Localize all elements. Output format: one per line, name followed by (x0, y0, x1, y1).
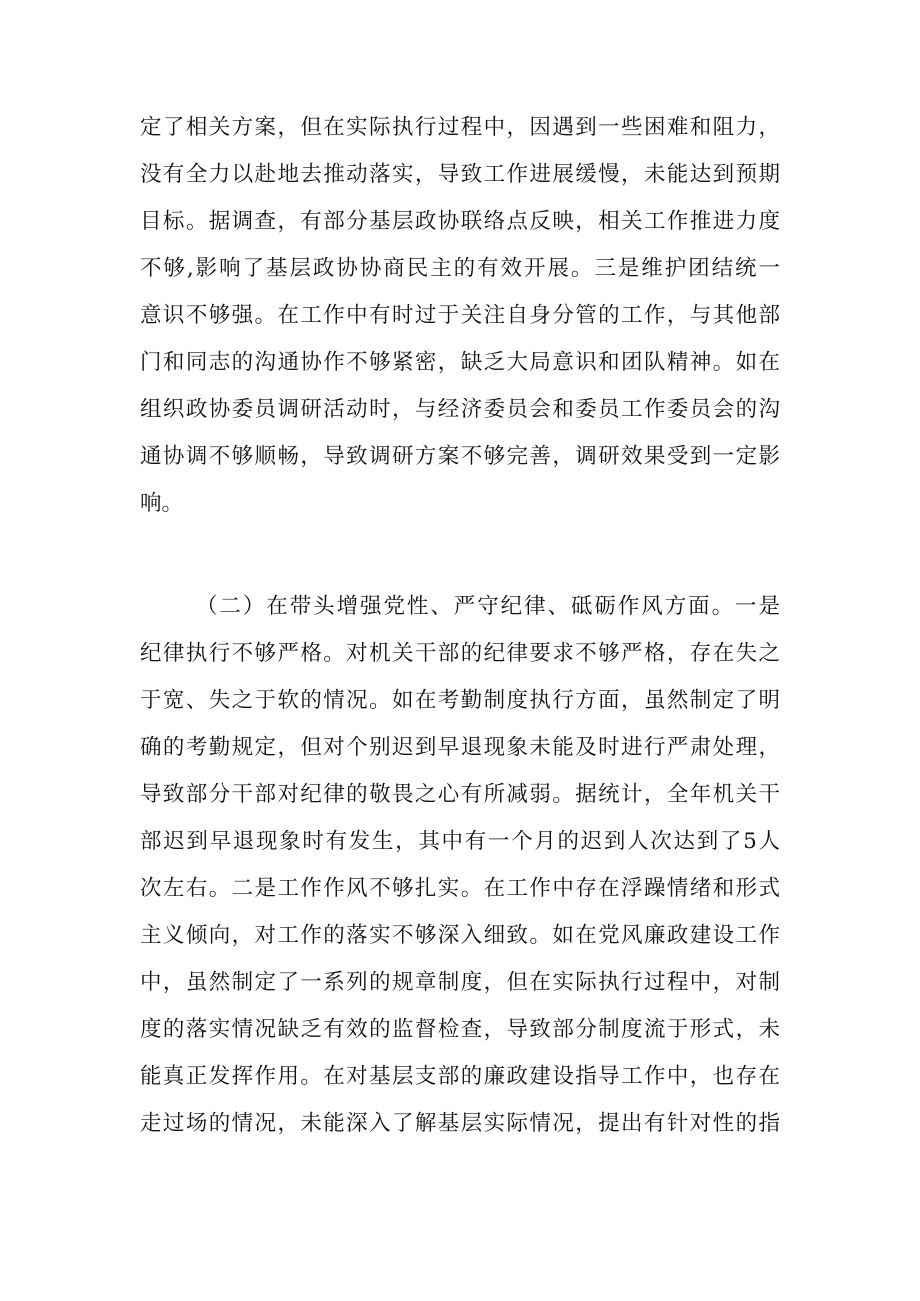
paragraph-line: 门和同志的沟通协作不够紧密，缺乏大局意识和团队精神。如在 (140, 350, 780, 375)
paragraph-line: 于宽、失之于软的情况。如在考勤制度执行方面，虽然制定了明 (140, 688, 780, 713)
paragraph-line: 主义倾向，对工作的落实不够深入细致。如在党风廉政建设工作 (140, 923, 780, 948)
paragraph-line: 次左右。二是工作作风不够扎实。在工作中存在浮躁情绪和形式 (140, 876, 780, 901)
paragraph-line: （二）在带头增强党性、严守纪律、砥砺作风方面。一是 (196, 594, 780, 619)
paragraph-line: 响。 (140, 491, 184, 516)
paragraph-line: 意识不够强。在工作中有时过于关注自身分管的工作，与其他部 (140, 303, 780, 328)
paragraph-line: 度的落实情况缺乏有效的监督检查，导致部分制度流于形式，未 (140, 1017, 780, 1042)
paragraph-line: 能真正发挥作用。在对基层支部的廉政建设指导工作中，也存在 (140, 1064, 780, 1089)
paragraph-line: 确的考勤规定，但对个别迟到早退现象未能及时进行严肃处理， (140, 735, 780, 760)
paragraph-line: 中，虽然制定了一系列的规章制度，但在实际执行过程中，对制 (140, 970, 780, 995)
paragraph-line: 部迟到早退现象时有发生，其中有一个月的迟到人次达到了5人 (140, 829, 780, 854)
paragraph-line: 通协调不够顺畅，导致调研方案不够完善，调研效果受到一定影 (140, 444, 780, 469)
paragraph-line: 组织政协委员调研活动时，与经济委员会和委员工作委员会的沟 (140, 397, 780, 422)
paragraph-line: 走过场的情况，未能深入了解基层实际情况，提出有针对性的指 (140, 1111, 780, 1136)
paragraph-line: 目标。据调查，有部分基层政协联络点反映，相关工作推进力度 (140, 209, 780, 234)
paragraph-line: 没有全力以赴地去推动落实，导致工作进展缓慢，未能达到预期 (140, 162, 780, 187)
paragraph-line: 不够,影响了基层政协协商民主的有效开展。三是维护团结统一 (140, 256, 780, 281)
paragraph-line: 导致部分干部对纪律的敬畏之心有所减弱。据统计，全年机关干 (140, 782, 780, 807)
paragraph-line: 定了相关方案，但在实际执行过程中，因遇到一些困难和阻力， (140, 115, 780, 140)
paragraph-line: 纪律执行不够严格。对机关干部的纪律要求不够严格，存在失之 (140, 641, 780, 666)
